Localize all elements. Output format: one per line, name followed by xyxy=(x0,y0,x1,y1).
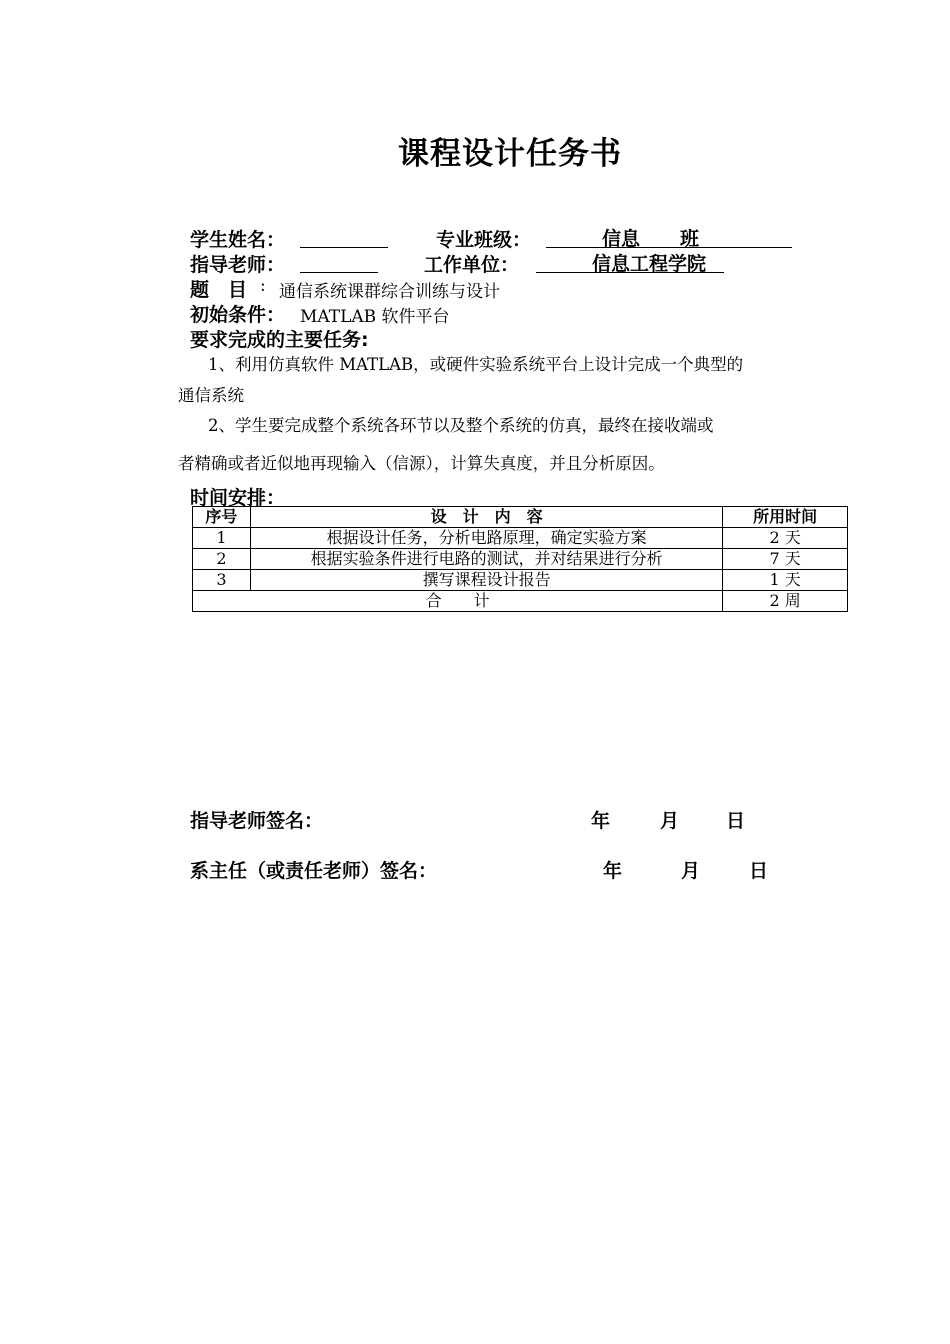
major-class-value-1: 信息 xyxy=(602,228,641,250)
major-class-value-2: 班 xyxy=(680,228,700,250)
row-content: 根据实验条件进行电路的测试，并对结果进行分析 xyxy=(250,549,723,570)
task-2-line-1: 2、学生要完成整个系统各环节以及整个系统的仿真，最终在接收端或 xyxy=(208,416,714,435)
total-time: 2 周 xyxy=(723,591,848,612)
row-time: 2 天 xyxy=(723,528,848,549)
dept-head-sign-month: 月 xyxy=(681,860,701,882)
advisor-signature-label: 指导老师签名： xyxy=(190,810,324,832)
row-time: 1 天 xyxy=(723,570,848,591)
work-unit-value: 信息工程学院 xyxy=(592,253,707,275)
header-time: 所用时间 xyxy=(723,507,848,528)
document-title: 课程设计任务书 xyxy=(398,136,622,172)
table-row xyxy=(193,528,848,549)
task-1-line-2: 通信系统 xyxy=(178,386,244,405)
topic-value: 通信系统课群综合训练与设计 xyxy=(279,282,500,302)
topic-colon: : xyxy=(260,276,266,296)
topic-label: 题 目 xyxy=(190,279,248,301)
table-row xyxy=(193,549,848,570)
table-header-row xyxy=(193,507,848,528)
advisor-blank xyxy=(300,250,378,273)
row-number: 2 xyxy=(193,549,251,570)
advisor-sign-month: 月 xyxy=(660,810,680,832)
initial-conditions-label: 初始条件： xyxy=(190,304,286,326)
advisor-sign-year: 年 xyxy=(591,810,611,832)
header-content: 设 计 内 容 xyxy=(250,507,723,528)
major-class-label: 专业班级： xyxy=(436,229,532,251)
dept-head-sign-year: 年 xyxy=(603,860,623,882)
row-number: 1 xyxy=(193,528,251,549)
schedule-table xyxy=(192,506,848,612)
task-1-line-1: 1、利用仿真软件 MATLAB，或硬件实验系统平台上设计完成一个典型的 xyxy=(208,355,744,374)
dept-head-sign-day: 日 xyxy=(749,860,769,882)
schedule-label: 时间安排： xyxy=(190,487,286,509)
total-label: 合 计 xyxy=(193,591,723,612)
row-content: 撰写课程设计报告 xyxy=(250,570,723,591)
major-class-underline xyxy=(546,225,792,248)
row-number: 3 xyxy=(193,570,251,591)
dept-head-signature-label: 系主任（或责任老师）签名： xyxy=(190,860,438,882)
row-content: 根据设计任务，分析电路原理，确定实验方案 xyxy=(250,528,723,549)
work-unit-label: 工作单位： xyxy=(424,254,520,276)
task-2-line-2: 者精确或者近似地再现输入（信源），计算失真度，并且分析原因。 xyxy=(178,454,665,473)
main-tasks-label: 要求完成的主要任务: xyxy=(190,329,369,351)
row-time: 7 天 xyxy=(723,549,848,570)
student-name-blank xyxy=(300,225,388,248)
initial-conditions-value: MATLAB 软件平台 xyxy=(300,307,450,327)
advisor-sign-day: 日 xyxy=(726,810,746,832)
student-name-label: 学生姓名： xyxy=(190,229,286,251)
header-number: 序号 xyxy=(193,507,251,528)
table-total-row xyxy=(193,591,848,612)
table-row xyxy=(193,570,848,591)
advisor-label: 指导老师： xyxy=(190,254,286,276)
